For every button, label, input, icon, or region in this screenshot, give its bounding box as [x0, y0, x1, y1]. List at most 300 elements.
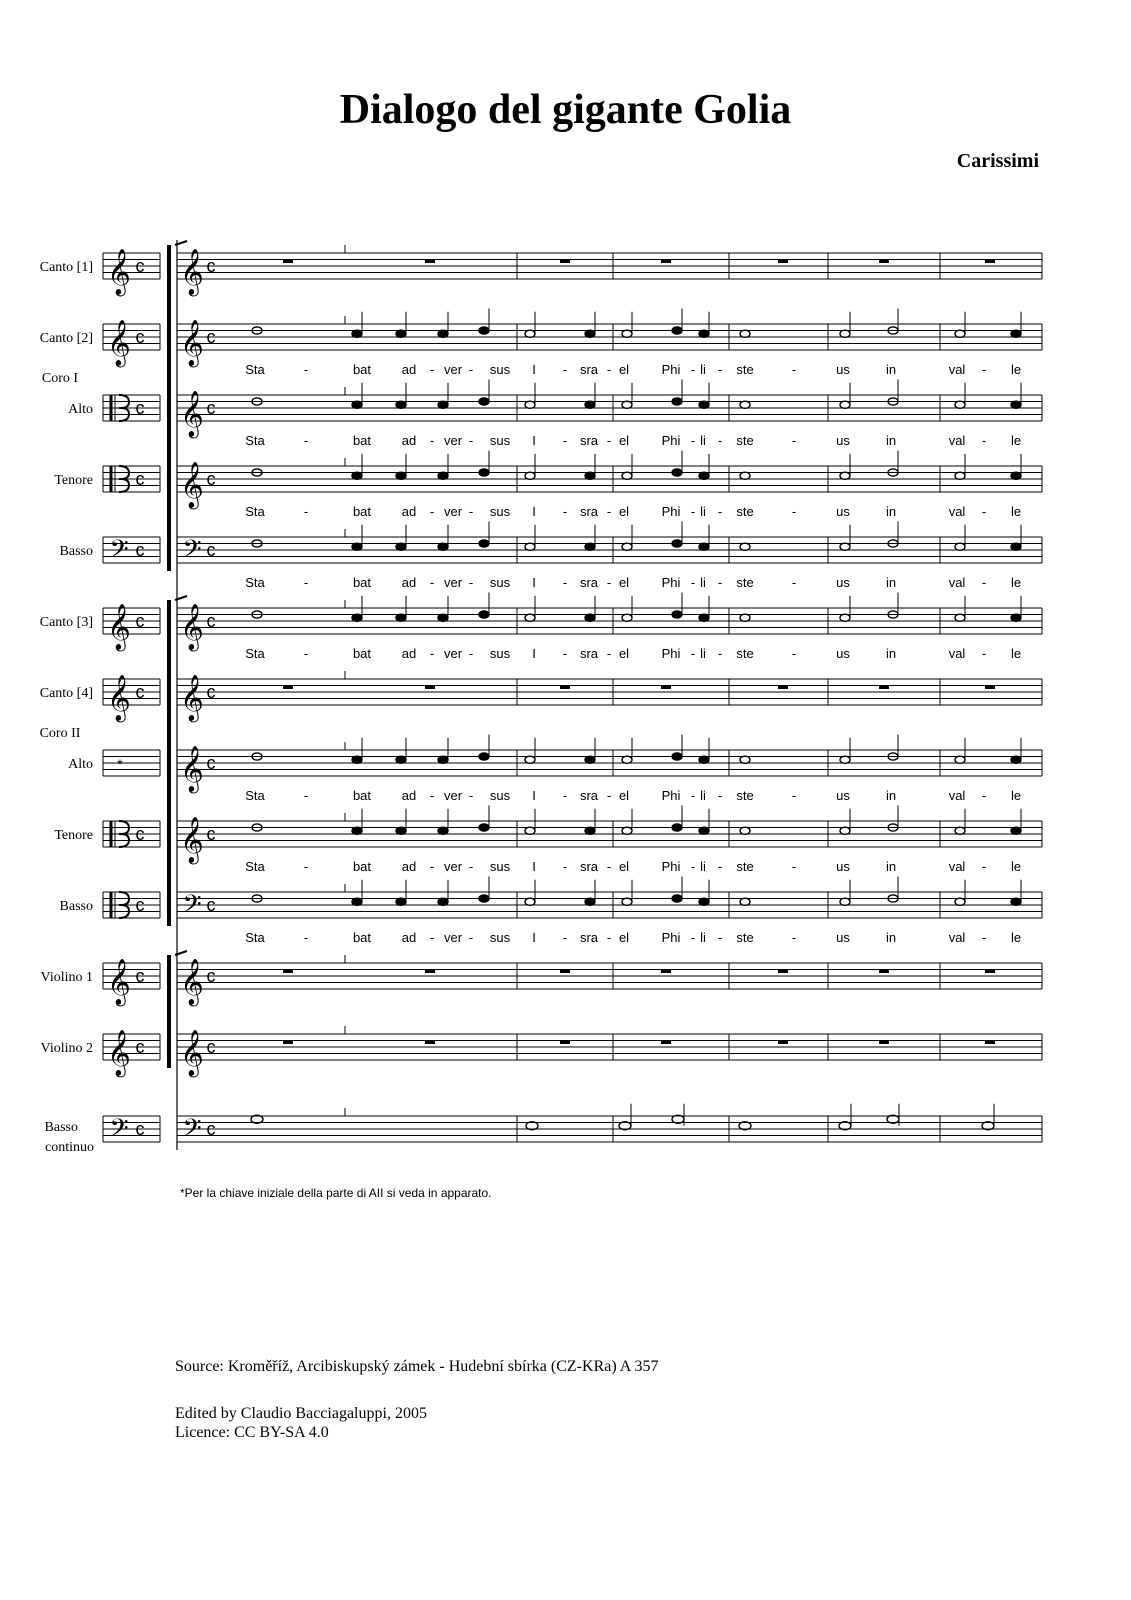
editor-note: Edited by Claudio Bacciagaluppi, 2005 [175, 1405, 427, 1422]
whole-rest [661, 260, 671, 264]
lyric-syllable: bat [352, 362, 372, 377]
note [396, 543, 406, 550]
note [396, 827, 406, 834]
note [525, 401, 535, 408]
lyric-syllable: - [717, 788, 723, 803]
lyric-syllable: ste [736, 504, 754, 519]
lyric-syllable: le [1010, 859, 1022, 874]
note [585, 898, 595, 905]
note [352, 827, 362, 834]
note [479, 753, 489, 760]
lyric-syllable: - [981, 788, 987, 803]
lyric-syllable: - [717, 859, 723, 874]
note [672, 327, 682, 334]
lyric-syllable: val [948, 859, 966, 874]
staff-label: Basso [59, 544, 93, 559]
lyric-syllable: ver [443, 788, 463, 803]
lyric-syllable: Sta [245, 788, 265, 803]
lyric-syllable: us [836, 930, 850, 945]
lyric-syllable: li [700, 930, 706, 945]
lyric-syllable: - [606, 433, 612, 448]
whole-rest [283, 686, 293, 690]
staff-label: Violino 2 [40, 1041, 93, 1056]
clef: 𝄞 [180, 250, 204, 294]
clef: 𝄞 [180, 463, 204, 507]
incipit-time-signature: c [135, 469, 145, 489]
licence-note: Licence: CC BY-SA 4.0 [175, 1424, 329, 1441]
lyric-syllable: Sta [245, 646, 265, 661]
incipit-time-signature: c [135, 611, 145, 631]
lyric-syllable: in [885, 646, 897, 661]
lyric-syllable: bat [352, 504, 372, 519]
lyric-syllable: I [532, 362, 536, 377]
whole-rest [661, 970, 671, 974]
whole-rest [425, 970, 435, 974]
clef: 𝄞 [180, 747, 204, 791]
lyric-syllable: - [717, 362, 723, 377]
lyric-syllable: Sta [245, 433, 265, 448]
note [840, 614, 850, 621]
lyric-syllable: - [303, 362, 309, 377]
lyric-syllable: - [717, 433, 723, 448]
lyric-syllable: ver [443, 859, 463, 874]
lyric-syllable: - [717, 575, 723, 590]
staff-label: Basso [59, 899, 93, 914]
lyric-syllable: val [948, 646, 966, 661]
note [352, 614, 362, 621]
lyric-syllable: li [700, 433, 706, 448]
lyric-syllable: - [690, 788, 696, 803]
lyric-syllable: - [791, 930, 797, 945]
note [525, 472, 535, 479]
lyric-syllable: - [690, 575, 696, 590]
lyric-syllable: ver [443, 930, 463, 945]
lyric-syllable: - [429, 433, 435, 448]
lyric-syllable: - [981, 859, 987, 874]
lyric-syllable: sra [579, 504, 599, 519]
time-signature: c [206, 469, 216, 489]
lyric-syllable: I [532, 859, 536, 874]
staff-label: Violino 1 [40, 970, 93, 985]
staff-label: Alto [68, 757, 93, 772]
lyric-syllable: - [303, 930, 309, 945]
lyric-syllable: val [948, 362, 966, 377]
note [1011, 401, 1021, 408]
clef: 𝄢 [182, 891, 202, 924]
incipit-time-signature: c [135, 256, 145, 276]
lyric-syllable: le [1010, 788, 1022, 803]
note [479, 398, 489, 405]
lyric-syllable: ver [443, 362, 463, 377]
incipit-clef: 𝄞 [107, 321, 131, 365]
whole-rest [283, 1041, 293, 1045]
lyric-syllable: us [836, 788, 850, 803]
lyric-syllable: - [690, 504, 696, 519]
lyric-syllable: ste [736, 575, 754, 590]
footnote-marker: * [117, 756, 123, 772]
whole-rest [879, 686, 889, 690]
note [699, 401, 709, 408]
note [396, 898, 406, 905]
note [525, 543, 535, 550]
lyric-syllable: - [981, 575, 987, 590]
lyric-syllable: - [606, 930, 612, 945]
group-label: Coro I [41, 371, 79, 386]
lyric-syllable: ste [736, 362, 754, 377]
lyric-syllable: - [981, 646, 987, 661]
lyric-syllable: ad [401, 646, 417, 661]
lyric-syllable: val [948, 504, 966, 519]
lyric-syllable: Phi [661, 504, 681, 519]
lyric-syllable: - [429, 930, 435, 945]
lyric-syllable: sus [489, 575, 511, 590]
lyric-syllable: - [468, 362, 474, 377]
note [525, 756, 535, 763]
note [396, 330, 406, 337]
lyric-syllable: in [885, 504, 897, 519]
lyric-syllable: bat [352, 433, 372, 448]
note [1011, 756, 1021, 763]
whole-rest [778, 1041, 788, 1045]
whole-rest [560, 686, 570, 690]
lyric-syllable: us [836, 362, 850, 377]
incipit-clef: 𝄞 [107, 605, 131, 649]
staff-label: Tenore [54, 828, 93, 843]
lyric-syllable: - [562, 788, 568, 803]
clef: 𝄢 [182, 1115, 202, 1148]
note [585, 827, 595, 834]
lyric-syllable: I [532, 646, 536, 661]
lyric-syllable: - [303, 433, 309, 448]
lyric-syllable: le [1010, 575, 1022, 590]
clef: 𝄢 [182, 536, 202, 569]
lyric-syllable: ste [736, 859, 754, 874]
note [438, 401, 448, 408]
lyric-syllable: bat [352, 859, 372, 874]
note [955, 330, 965, 337]
lyric-syllable: - [303, 788, 309, 803]
lyric-syllable: el [618, 504, 630, 519]
lyric-syllable: le [1010, 433, 1022, 448]
note [740, 543, 750, 550]
lyric-syllable: - [606, 788, 612, 803]
lyric-syllable: sus [489, 859, 511, 874]
lyric-syllable: sus [489, 788, 511, 803]
lyric-syllable: sus [489, 433, 511, 448]
lyric-syllable: Sta [245, 362, 265, 377]
note [840, 827, 850, 834]
lyric-syllable: - [303, 859, 309, 874]
note [840, 401, 850, 408]
note [585, 756, 595, 763]
note [699, 756, 709, 763]
lyric-syllable: in [885, 788, 897, 803]
note [352, 756, 362, 763]
whole-rest [425, 1041, 435, 1045]
lyric-syllable: ad [401, 575, 417, 590]
lyric-syllable: - [562, 362, 568, 377]
time-signature: c [206, 895, 216, 915]
lyric-syllable: us [836, 575, 850, 590]
incipit-time-signature: c [135, 824, 145, 844]
note [585, 472, 595, 479]
lyric-syllable: - [981, 433, 987, 448]
lyric-syllable: - [468, 504, 474, 519]
note [740, 401, 750, 408]
note [699, 898, 709, 905]
lyric-syllable: - [468, 575, 474, 590]
lyric-syllable: - [690, 433, 696, 448]
note [438, 898, 448, 905]
time-signature: c [206, 256, 216, 276]
note [622, 827, 632, 834]
note [1011, 898, 1021, 905]
lyric-syllable: le [1010, 930, 1022, 945]
lyric-syllable: - [562, 930, 568, 945]
lyric-syllable: - [791, 859, 797, 874]
note [699, 614, 709, 621]
note [479, 824, 489, 831]
note [352, 898, 362, 905]
lyric-syllable: sus [489, 362, 511, 377]
lyric-syllable: - [791, 575, 797, 590]
lyric-syllable: ad [401, 788, 417, 803]
lyric-syllable: le [1010, 362, 1022, 377]
note [585, 614, 595, 621]
lyric-syllable: - [562, 646, 568, 661]
lyric-syllable: el [618, 362, 630, 377]
note [622, 472, 632, 479]
lyric-syllable: val [948, 575, 966, 590]
lyric-syllable: - [690, 362, 696, 377]
lyric-syllable: ste [736, 646, 754, 661]
clef: 𝄞 [180, 960, 204, 1004]
lyric-syllable: - [690, 646, 696, 661]
lyric-syllable: - [791, 504, 797, 519]
lyric-syllable: in [885, 930, 897, 945]
note [955, 756, 965, 763]
incipit-clef: 𝄞 [107, 676, 131, 720]
note [740, 898, 750, 905]
time-signature: c [206, 1037, 216, 1057]
note [622, 330, 632, 337]
whole-rest [778, 686, 788, 690]
group-label: Coro II [39, 726, 81, 741]
lyric-syllable: in [885, 859, 897, 874]
lyric-syllable: Sta [245, 504, 265, 519]
note [438, 543, 448, 550]
note [672, 611, 682, 618]
lyric-syllable: Phi [661, 930, 681, 945]
staff-label: Canto [3] [39, 615, 93, 630]
staff-label: Canto [1] [39, 260, 93, 275]
note [840, 543, 850, 550]
lyric-syllable: Phi [661, 433, 681, 448]
whole-rest [985, 686, 995, 690]
lyric-syllable: el [618, 575, 630, 590]
lyric-syllable: ver [443, 575, 463, 590]
note [672, 469, 682, 476]
lyric-syllable: - [791, 362, 797, 377]
lyric-syllable: ver [443, 646, 463, 661]
incipit-time-signature: c [135, 540, 145, 560]
time-signature: c [206, 540, 216, 560]
note [672, 398, 682, 405]
lyric-syllable: val [948, 788, 966, 803]
note [1011, 472, 1021, 479]
lyric-syllable: I [532, 788, 536, 803]
note [672, 895, 682, 902]
note [840, 898, 850, 905]
staff-label: Alto [68, 402, 93, 417]
note [396, 401, 406, 408]
staff-label: Canto [4] [39, 686, 93, 701]
note [585, 330, 595, 337]
staff-label: continuo [45, 1140, 94, 1155]
note [438, 614, 448, 621]
note [479, 469, 489, 476]
whole-rest [985, 1041, 995, 1045]
note [622, 614, 632, 621]
note [396, 472, 406, 479]
note [840, 472, 850, 479]
lyric-syllable: bat [352, 930, 372, 945]
lyric-syllable: - [717, 646, 723, 661]
incipit-time-signature: c [135, 398, 145, 418]
time-signature: c [206, 327, 216, 347]
whole-rest [985, 260, 995, 264]
lyric-syllable: el [618, 930, 630, 945]
lyric-syllable: - [606, 362, 612, 377]
note [699, 472, 709, 479]
note [740, 330, 750, 337]
note [396, 614, 406, 621]
lyric-syllable: ver [443, 504, 463, 519]
lyric-syllable: Phi [661, 362, 681, 377]
lyric-syllable: - [791, 788, 797, 803]
lyric-syllable: - [562, 433, 568, 448]
lyric-syllable: - [606, 859, 612, 874]
lyric-syllable: in [885, 433, 897, 448]
note [585, 543, 595, 550]
footnote: *Per la chiave iniziale della parte di AII si veda in apparato. [180, 1186, 492, 1200]
lyric-syllable: Phi [661, 646, 681, 661]
clef: 𝄞 [180, 1031, 204, 1075]
lyric-syllable: - [429, 788, 435, 803]
note [740, 614, 750, 621]
whole-rest [283, 260, 293, 264]
lyric-syllable: us [836, 504, 850, 519]
lyric-syllable: li [700, 859, 706, 874]
clef: 𝄞 [180, 676, 204, 720]
note [525, 827, 535, 834]
note [955, 898, 965, 905]
note [955, 401, 965, 408]
lyric-syllable: in [885, 362, 897, 377]
lyric-syllable: in [885, 575, 897, 590]
lyric-syllable: Phi [661, 859, 681, 874]
lyric-syllable: li [700, 504, 706, 519]
lyric-syllable: - [303, 504, 309, 519]
note [622, 401, 632, 408]
lyric-syllable: li [700, 788, 706, 803]
lyric-syllable: ste [736, 930, 754, 945]
lyric-syllable: Sta [245, 930, 265, 945]
lyric-syllable: bat [352, 788, 372, 803]
time-signature: c [206, 824, 216, 844]
lyric-syllable: ste [736, 433, 754, 448]
lyric-syllable: - [303, 575, 309, 590]
note [699, 330, 709, 337]
lyric-syllable: - [429, 646, 435, 661]
lyric-syllable: bat [352, 575, 372, 590]
lyric-syllable: - [791, 646, 797, 661]
incipit-time-signature: c [135, 327, 145, 347]
note [740, 827, 750, 834]
staff-label: Canto [2] [39, 331, 93, 346]
lyric-syllable: sra [579, 362, 599, 377]
time-signature: c [206, 753, 216, 773]
lyric-syllable: ad [401, 433, 417, 448]
lyric-syllable: - [606, 504, 612, 519]
lyric-syllable: - [717, 930, 723, 945]
note [352, 330, 362, 337]
whole-rest [661, 686, 671, 690]
incipit-clef: 𝄞 [107, 250, 131, 294]
lyric-syllable: el [618, 859, 630, 874]
lyric-syllable: I [532, 575, 536, 590]
lyric-syllable: - [606, 646, 612, 661]
lyric-syllable: - [791, 433, 797, 448]
note [479, 895, 489, 902]
lyric-syllable: I [532, 433, 536, 448]
lyric-syllable: bat [352, 646, 372, 661]
note [525, 330, 535, 337]
lyric-syllable: - [429, 504, 435, 519]
note [438, 827, 448, 834]
lyric-syllable: - [468, 788, 474, 803]
note [396, 756, 406, 763]
page-title: Dialogo del gigante Golia [339, 87, 792, 133]
lyric-syllable: sus [489, 504, 511, 519]
lyric-syllable: li [700, 646, 706, 661]
whole-rest [661, 1041, 671, 1045]
lyric-syllable: - [468, 859, 474, 874]
lyric-syllable: ad [401, 504, 417, 519]
note [955, 614, 965, 621]
lyric-syllable: ste [736, 788, 754, 803]
lyric-syllable: ad [401, 362, 417, 377]
lyric-syllable: Sta [245, 575, 265, 590]
clef: 𝄞 [180, 321, 204, 365]
note [585, 401, 595, 408]
lyric-syllable: sra [579, 788, 599, 803]
lyric-syllable: - [562, 575, 568, 590]
whole-rest [879, 970, 889, 974]
lyric-syllable: ad [401, 859, 417, 874]
note [672, 824, 682, 831]
note [622, 756, 632, 763]
lyric-syllable: us [836, 646, 850, 661]
lyric-syllable: Phi [661, 788, 681, 803]
lyric-syllable: sus [489, 646, 511, 661]
lyric-syllable: - [981, 930, 987, 945]
lyric-syllable: - [303, 646, 309, 661]
whole-rest [778, 260, 788, 264]
lyric-syllable: ad [401, 930, 417, 945]
clef: 𝄞 [180, 818, 204, 862]
lyric-syllable: - [429, 575, 435, 590]
